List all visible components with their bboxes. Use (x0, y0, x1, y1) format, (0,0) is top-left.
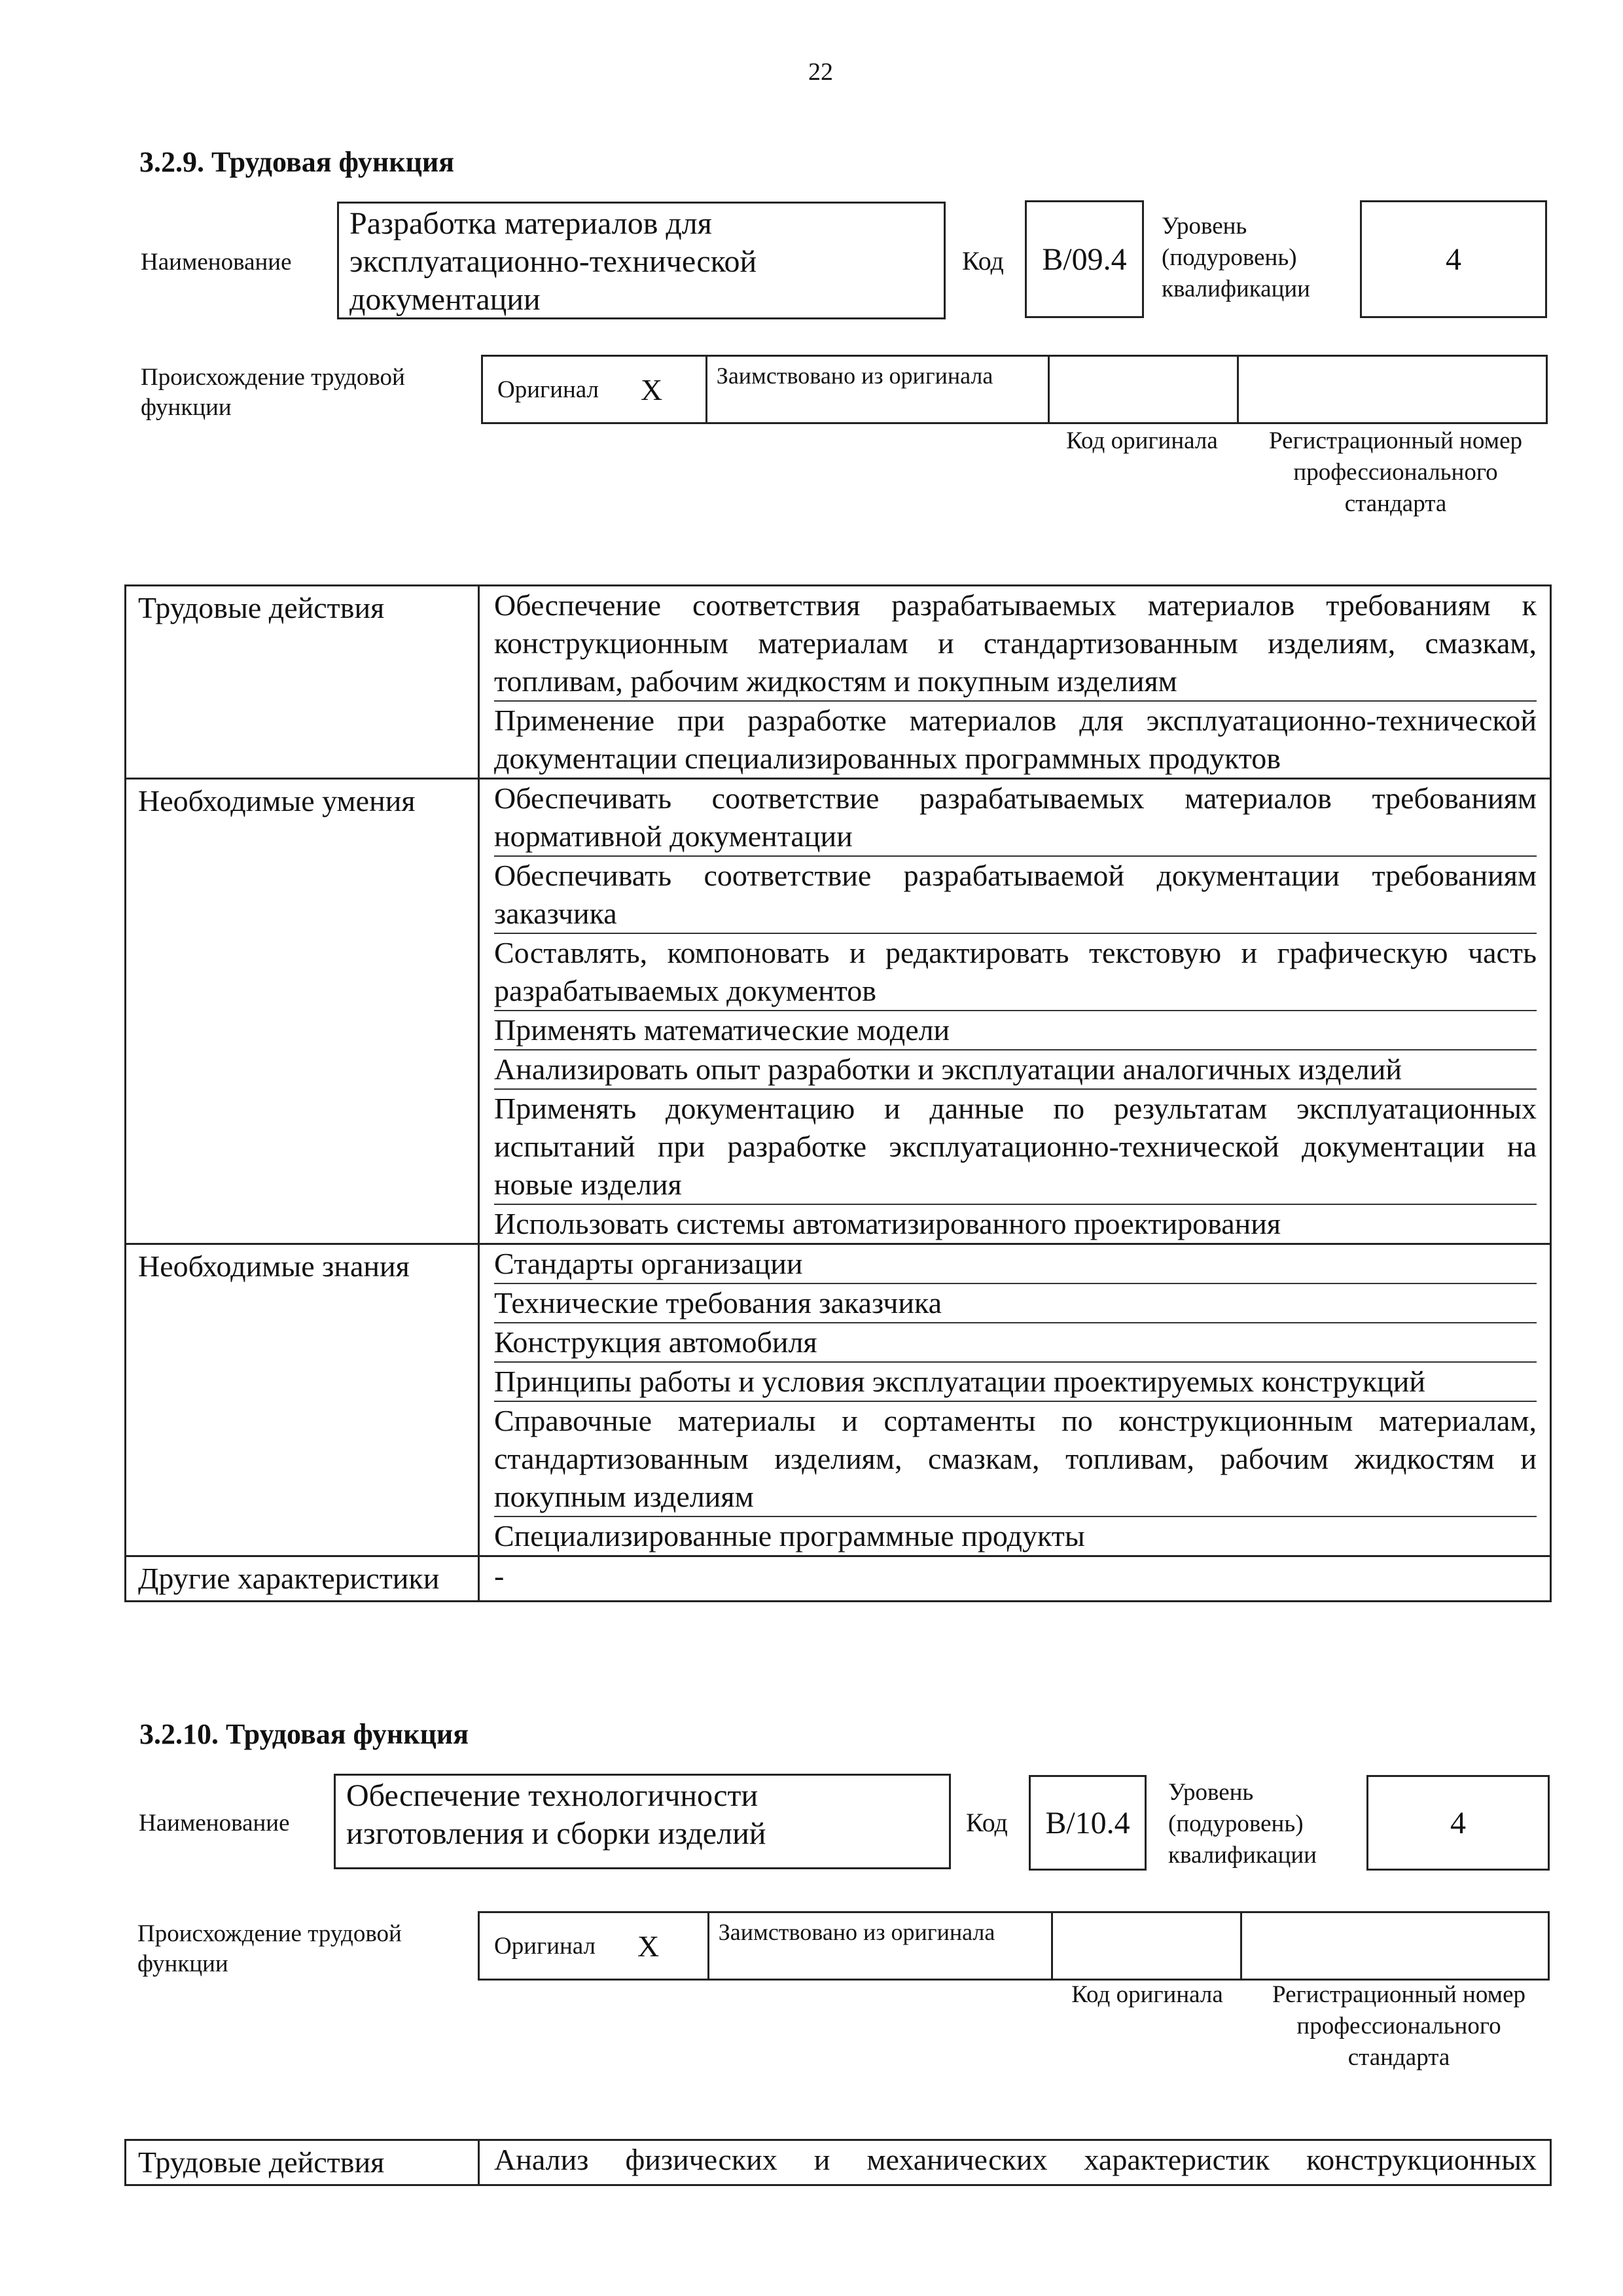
function-details-table (124, 584, 1552, 1602)
list-item: Обеспечивать соответствие разрабатываемой документации требованиям заказчика (494, 857, 1537, 934)
list-item: Стандарты организации (494, 1245, 1537, 1284)
borrowed-cell: Заимствовано из оригинала (709, 1913, 1053, 1979)
table-row (126, 1556, 1551, 1602)
level-label: Уровень (подуровень) квалификации (1162, 213, 1310, 302)
original-cell: Оригинал X (480, 1913, 709, 1979)
original-mark: X (637, 1929, 660, 1963)
reg-number-cell (1242, 1913, 1548, 1979)
table-row (126, 779, 1551, 1244)
original-code-caption: Код оригинала (1066, 427, 1218, 454)
list-item: Обеспечивать соответствие разрабатываемых материалов требованиям нормативной документации (494, 780, 1537, 857)
function-details-table (124, 2139, 1552, 2186)
name-label: Наименование (139, 1810, 290, 1837)
row-category: Другие характеристики (126, 1556, 479, 1602)
origin-label: Происхождение трудовой функции (137, 1920, 402, 1977)
list-item: Анализ физических и механических характеристик конструкционных (494, 2143, 1537, 2176)
reg-number-caption: Регистрационный номер профессионального стандарта (1272, 1981, 1525, 2071)
function-name-box: Разработка материалов для эксплуатационно-технической документации (337, 202, 946, 319)
row-category: Трудовые действия (126, 586, 479, 779)
table-row (126, 586, 1551, 779)
origin-table (481, 355, 1548, 424)
section-title: 3.2.9. Трудовая функция (139, 146, 455, 178)
list-item: Применение при разработке материалов для эксплуатационно-технической документации специализированных программных продуктов (494, 704, 1537, 775)
code-box: B/09.4 (1025, 200, 1144, 318)
row-category: Необходимые знания (126, 1244, 479, 1556)
level-label: Уровень (подуровень) квалификации (1168, 1779, 1317, 1869)
list-item: Принципы работы и условия эксплуатации проектируемых конструкций (494, 1363, 1537, 1402)
row-category: Необходимые умения (126, 779, 479, 1244)
function-name-box: Обеспечение технологичности изготовления и сборки изделий (334, 1774, 951, 1869)
code-label: Код (962, 246, 1004, 276)
table-row (126, 1244, 1551, 1556)
original-code-caption: Код оригинала (1071, 1981, 1223, 2008)
reg-number-caption: Регистрационный номер профессионального стандарта (1268, 427, 1522, 517)
level-box: 4 (1366, 1775, 1550, 1871)
table-row (126, 2140, 1551, 2185)
row-category: Трудовые действия (126, 2140, 479, 2185)
code-label: Код (966, 1808, 1008, 1837)
list-item: Специализированные программные продукты (494, 1519, 1085, 1552)
list-item: Применять математические модели (494, 1011, 1537, 1050)
borrowed-cell: Заимствовано из оригинала (707, 357, 1050, 422)
list-item: Справочные материалы и сортаменты по конструкционным материалам, стандартизованным изделиям, смазкам, топливам, рабочим жидкостям и покупным изделиям (494, 1402, 1537, 1517)
code-box: B/10.4 (1029, 1775, 1147, 1871)
level-box: 4 (1360, 200, 1547, 318)
section-title: 3.2.10. Трудовая функция (139, 1718, 469, 1750)
original-code-cell (1053, 1913, 1242, 1979)
original-mark: X (641, 372, 663, 406)
reg-number-cell (1239, 357, 1546, 422)
origin-label: Происхождение трудовой функции (141, 364, 405, 421)
name-label: Наименование (141, 249, 292, 276)
list-item: Анализировать опыт разработки и эксплуатации аналогичных изделий (494, 1050, 1537, 1090)
original-code-cell (1050, 357, 1239, 422)
list-item: - (494, 1559, 505, 1592)
list-item: Использовать системы автоматизированного проектирования (494, 1207, 1281, 1240)
origin-table (478, 1911, 1550, 1981)
page-number: 22 (808, 58, 833, 86)
list-item: Применять документацию и данные по результатам эксплуатационных испытаний при разработке эксплуатационно-технической документации на новые изделия (494, 1090, 1537, 1205)
list-item: Составлять, компоновать и редактировать текстовую и графическую часть разрабатываемых документов (494, 934, 1537, 1011)
original-cell: Оригинал X (483, 357, 707, 422)
list-item: Обеспечение соответствия разрабатываемых материалов требованиям к конструкционным материалам и стандартизованным изделиям, смазкам, топливам, рабочим жидкостям и покупным изделиям (494, 586, 1537, 702)
list-item: Конструкция автомобиля (494, 1323, 1537, 1363)
list-item: Технические требования заказчика (494, 1284, 1537, 1323)
